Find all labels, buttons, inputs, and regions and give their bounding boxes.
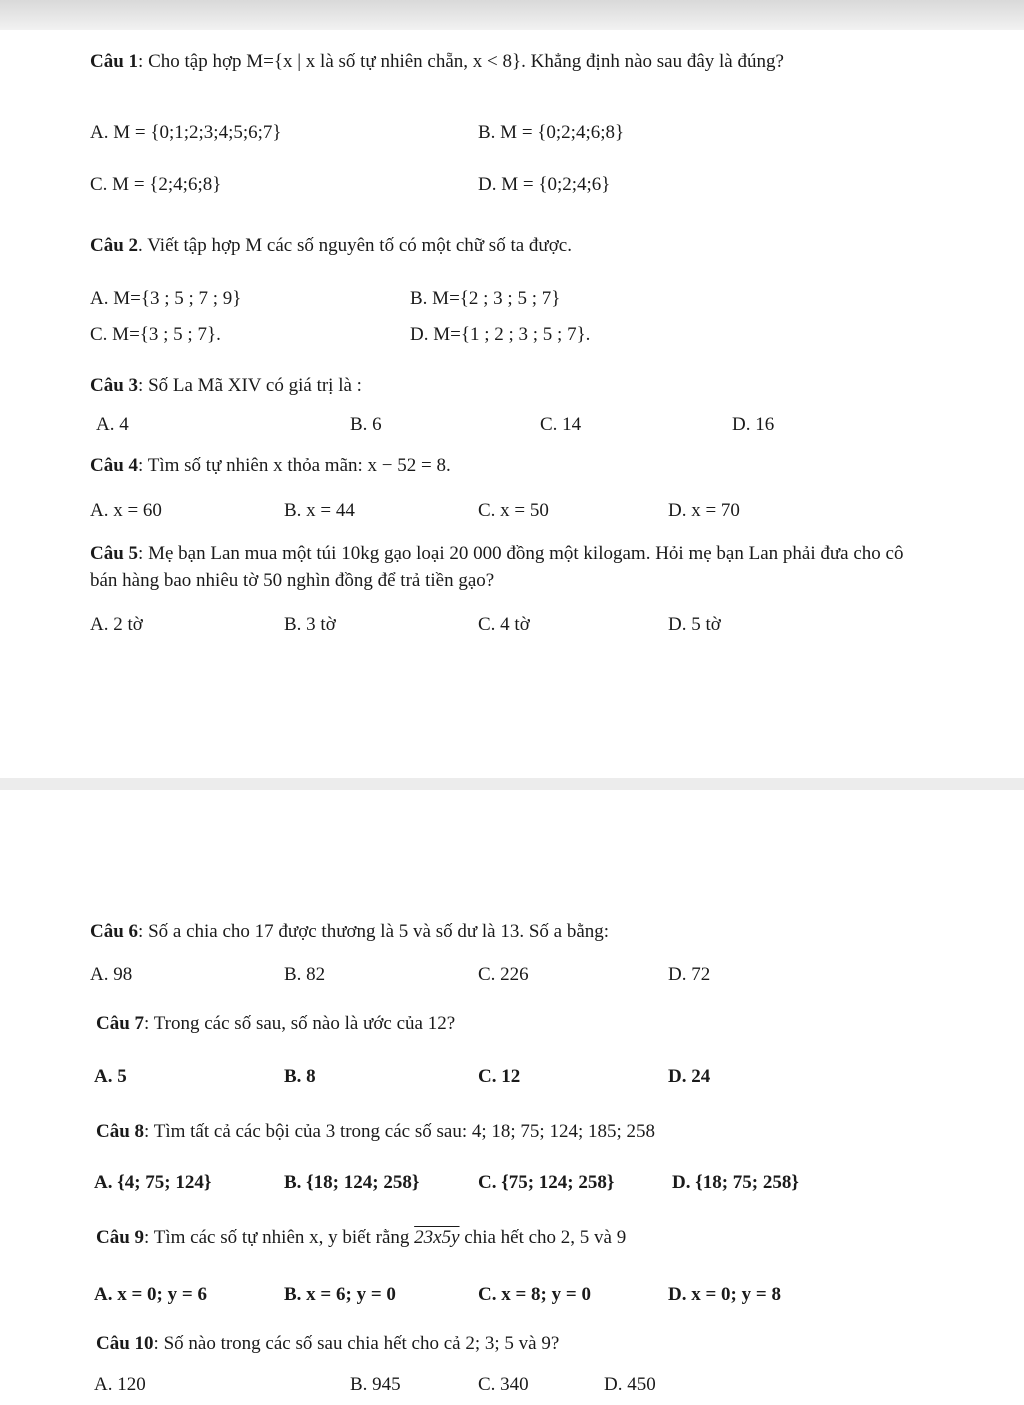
question-4-text: Câu 4: Tìm số tự nhiên x thỏa mãn: x − 52 = 8.	[90, 455, 451, 476]
page-2	[0, 790, 1024, 1405]
q2-option-b[interactable]: B. M={2 ; 3 ; 5 ; 7}	[410, 288, 561, 309]
q7-option-d[interactable]: D. 24	[668, 1066, 711, 1087]
question-6-text: Câu 6: Số a chia cho 17 được thương là 5 và số dư là 13. Số a bằng:	[90, 921, 610, 942]
q5-option-c[interactable]: C. 4 tờ	[478, 614, 530, 635]
page-1	[0, 30, 1024, 778]
page-gap	[0, 778, 1024, 790]
q3-option-d[interactable]: D. 16	[732, 414, 775, 435]
question-7-text: Câu 7: Trong các số sau, số nào là ước của 12?	[96, 1013, 456, 1034]
question-1-text: Câu 1: Cho tập hợp M={x | x là số tự nhiên chẵn, x < 8}. Khẳng định nào sau đây là đúng?	[90, 51, 784, 72]
q9-option-b[interactable]: B. x = 6; y = 0	[284, 1284, 396, 1305]
q6-option-c[interactable]: C. 226	[478, 964, 529, 985]
q1-option-a[interactable]: A. M = {0;1;2;3;4;5;6;7}	[90, 122, 282, 143]
q1-option-b[interactable]: B. M = {0;2;4;6;8}	[478, 122, 625, 143]
q8-option-d[interactable]: D. {18; 75; 258}	[672, 1172, 799, 1193]
q10-option-a[interactable]: A. 120	[94, 1374, 146, 1395]
q7-option-c[interactable]: C. 12	[478, 1066, 521, 1087]
q6-option-d[interactable]: D. 72	[668, 964, 711, 985]
page-top-shadow	[0, 0, 1024, 30]
q7-option-b[interactable]: B. 8	[284, 1066, 316, 1087]
q5-option-b[interactable]: B. 3 tờ	[284, 614, 336, 635]
q6-option-b[interactable]: B. 82	[284, 964, 326, 985]
q4-option-a[interactable]: A. x = 60	[90, 500, 162, 521]
q8-option-a[interactable]: A. {4; 75; 124}	[94, 1172, 212, 1193]
question-2-text: Câu 2. Viết tập hợp M các số nguyên tố có một chữ số ta được.	[90, 235, 572, 256]
question-1-label: Câu 1	[90, 51, 139, 72]
q2-option-c[interactable]: C. M={3 ; 5 ; 7}.	[90, 324, 221, 345]
q6-option-a[interactable]: A. 98	[90, 964, 133, 985]
q5-option-d[interactable]: D. 5 tờ	[668, 614, 721, 635]
q3-option-c[interactable]: C. 14	[540, 414, 582, 435]
q10-option-b[interactable]: B. 945	[350, 1374, 401, 1395]
question-8-text: Câu 8: Tìm tất cả các bội của 3 trong các số sau: 4; 18; 75; 124; 185; 258	[96, 1121, 655, 1142]
q9-option-c[interactable]: C. x = 8; y = 0	[478, 1284, 591, 1305]
q4-option-c[interactable]: C. x = 50	[478, 500, 549, 521]
q10-option-d[interactable]: D. 450	[604, 1374, 656, 1395]
q1-option-d[interactable]: D. M = {0;2;4;6}	[478, 174, 611, 195]
q2-option-a[interactable]: A. M={3 ; 5 ; 7 ; 9}	[90, 288, 242, 309]
q1-option-c[interactable]: C. M = {2;4;6;8}	[90, 174, 222, 195]
q9-option-a[interactable]: A. x = 0; y = 6	[94, 1284, 207, 1305]
question-9-text: Câu 9: Tìm các số tự nhiên x, y biết rằng 23x5y chia hết cho 2, 5 và 9	[96, 1227, 627, 1248]
overline-number: 23x5y	[414, 1227, 460, 1248]
question-5-text: Câu 5: Mẹ bạn Lan mua một túi 10kg gạo loại 20 000 đồng một kilogam. Hỏi mẹ bạn Lan phải đưa cho cô bán hàng bao nhiêu tờ 50 nghìn đồng để trả tiền gạo?	[90, 543, 904, 591]
question-3-text: Câu 3: Số La Mã XIV có giá trị là :	[90, 375, 362, 396]
q5-option-a[interactable]: A. 2 tờ	[90, 614, 143, 635]
q3-option-b[interactable]: B. 6	[350, 414, 382, 435]
q3-option-a[interactable]: A. 4	[96, 414, 129, 435]
q7-option-a[interactable]: A. 5	[94, 1066, 127, 1087]
q4-option-d[interactable]: D. x = 70	[668, 500, 740, 521]
q8-option-b[interactable]: B. {18; 124; 258}	[284, 1172, 420, 1193]
q8-option-c[interactable]: C. {75; 124; 258}	[478, 1172, 615, 1193]
q10-option-c[interactable]: C. 340	[478, 1374, 529, 1395]
q9-option-d[interactable]: D. x = 0; y = 8	[668, 1284, 781, 1305]
q2-option-d[interactable]: D. M={1 ; 2 ; 3 ; 5 ; 7}.	[410, 324, 591, 345]
q4-option-b[interactable]: B. x = 44	[284, 500, 355, 521]
question-10-text: Câu 10: Số nào trong các số sau chia hết cho cả 2; 3; 5 và 9?	[96, 1333, 560, 1354]
